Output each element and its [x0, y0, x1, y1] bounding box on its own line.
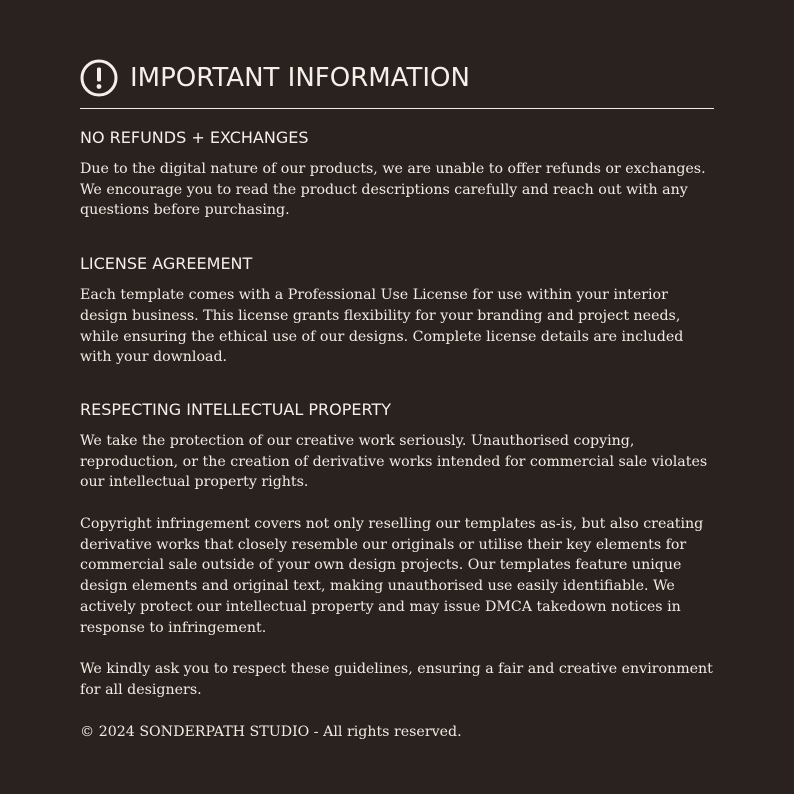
copyright-footer: © 2024 SONDERPATH STUDIO - All rights reserved. — [80, 723, 462, 740]
important-information-page — [80, 58, 716, 742]
section-paragraph-refunds: Due to the digital nature of our products, we are unable to offer refunds or exchanges. We encourage you to read the product descriptions carefully and reach out with any questions before purchasing. — [80, 161, 706, 219]
section-heading-intellectual-property: RESPECTING INTELLECTUAL PROPERTY — [80, 399, 391, 419]
exclamation-circle-icon — [80, 59, 118, 97]
page-header — [80, 58, 716, 98]
section-heading-license: LICENSE AGREEMENT — [80, 254, 253, 274]
page-title: IMPORTANT INFORMATION — [130, 63, 470, 93]
title-divider — [80, 108, 714, 109]
section-paragraph-guidelines: We kindly ask you to respect these guidelines, ensuring a fair and creative environment for all designers. — [80, 661, 713, 698]
section-paragraph-license: Each template comes with a Professional Use License for use within your interior design business. This license grants flexibility for your branding and project needs, while ensuring the ethical use of our designs. Complete license details are included with your download. — [80, 287, 684, 366]
section-paragraph-protection: We take the protection of our creative work seriously. Unauthorised copying, reproduction, or the creation of derivative works intended for commercial sale violates our intellectual property rights. — [80, 432, 708, 491]
section-paragraph-infringement: Copyright infringement covers not only reselling our templates as-is, but also creating derivative works that closely resemble our originals or utilise their key elements for commercial sale outside of your own design projects. Our templates feature unique design elements and original text, making unauthorised use easily identifiable. We actively protect our intellectual property and may issue DMCA takedown notices in response to infringement. — [80, 516, 704, 636]
section-heading-refunds: NO REFUNDS + EXCHANGES — [80, 128, 309, 147]
